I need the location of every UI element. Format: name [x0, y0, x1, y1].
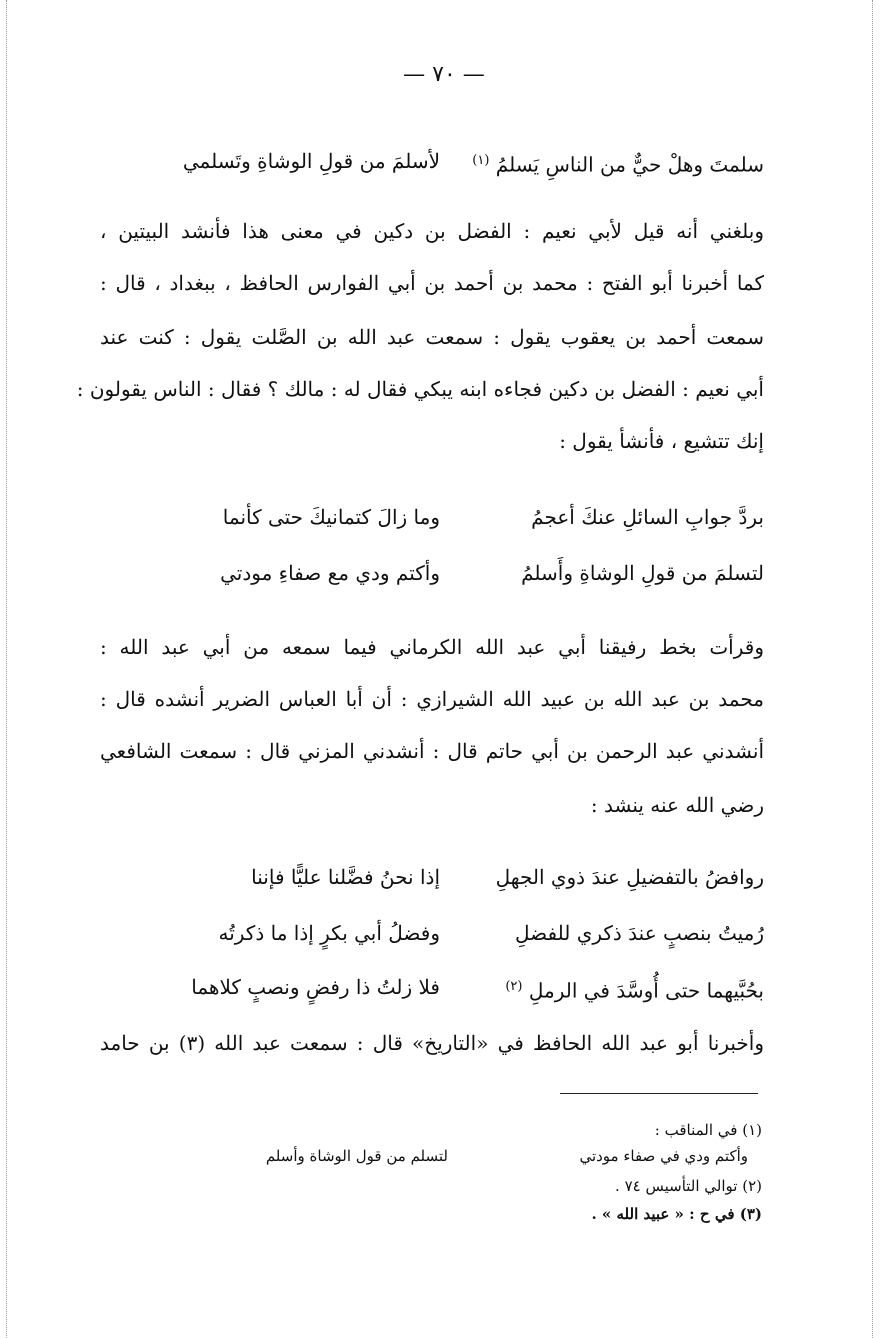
opening-verse-first-half [472, 144, 764, 178]
paragraph-line: إنك تتشيع ، فأنشأ يقول : [559, 429, 764, 453]
paragraph-line: أنشدني عبد الرحمن بن أبي حاتم قال : أنشدني المزني قال : سمعت الشافعي [100, 739, 764, 763]
verse-first-half: روافضُ بالتفضيلِ عندَ ذوي الجهلِ [495, 865, 764, 889]
verse-second-half: إذا نحنُ فضَّلنا عليًّا فإننا [251, 865, 440, 889]
verse-second-half: وأكتم ودي مع صفاءِ مودتي [220, 561, 440, 585]
page-edge-right [872, 0, 873, 1338]
footnote-separator [560, 1093, 758, 1094]
verse-first-half: لتسلمَ من قولِ الوشاةِ وأَسلمُ [521, 561, 764, 585]
verse-first-text: بحُبَّيهما حتى أُوسَّدَ في الرملِ [528, 978, 764, 1003]
footnote-mark-1: (١) [472, 153, 490, 168]
opening-verse-first-text: سلمتَ وهلْ حيٌّ من الناسِ يَسلمُ [495, 152, 764, 177]
verse-second-half: فلا زلتُ ذا رفضٍ ونصبٍ كلاهما [191, 975, 440, 999]
paragraph-line: رضي الله عنه ينشد : [590, 793, 764, 817]
footnote-2: (٢) توالي التأسيس ٧٤ . [615, 1177, 762, 1195]
paragraph-line: وأخبرنا أبو عبد الله الحافظ في «التاريخ» قال : سمعت عبد الله (٣) بن حامد [100, 1031, 765, 1055]
opening-verse-second-half: لأسلمَ من قولِ الوشاةِ وتَسلمي [182, 149, 440, 173]
paragraph-line: وقرأت بخط رفيقنا أبي عبد الله الكرماني فيما سمعه من أبي عبد الله : [100, 635, 764, 659]
footnote-mark-2: (٢) [505, 979, 523, 994]
page-number: — ٧٠ — [403, 62, 485, 87]
footnote-1: (١) في المناقب : [654, 1121, 762, 1139]
verse-second-half: وما زالَ كتمانيكَ حتى كأنما [222, 505, 440, 529]
verse-first-half: رُميتُ بنصبٍ عندَ ذكري للفضلِ [515, 921, 764, 945]
paragraph-line: سمعت أحمد بن يعقوب يقول : سمعت عبد الله بن الصَّلت يقول : كنت عند [100, 325, 764, 349]
paragraph-line: محمد بن عبد الله بن عبيد الله الشيرازي : أن أبا العباس الضرير أنشده قال : [100, 687, 764, 711]
paragraph-line: أبي نعيم : الفضل بن دكين فجاءه ابنه يبكي فقال له : مالك ؟ فقال : الناس يقولون : [76, 377, 764, 401]
paragraph-line: كما أخبرنا أبو الفتح : محمد بن أحمد بن أبي الفوارس الحافظ ، ببغداد ، قال : [100, 271, 764, 295]
footnote-3: (٣) في ح : « عبيد الله » . [591, 1205, 762, 1223]
verse-second-half: وفضلُ أبي بكرٍ إذا ما ذكرتُه [218, 921, 440, 945]
verse-first-half [505, 970, 764, 1004]
verse-first-half: بردَّ جوابِ السائلِ عنكَ أعجمُ [531, 505, 764, 529]
page-edge-left [6, 0, 7, 1338]
footnote-1-verse-first-half: لتسلم من قول الوشاة وأسلم [265, 1147, 448, 1165]
footnote-1-verse-second-half: وأكتم ودي في صفاء مودتي [579, 1147, 748, 1165]
paragraph-line: وبلغني أنه قيل لأبي نعيم : الفضل بن دكين في معنى هذا فأنشد البيتين ، [100, 219, 764, 243]
